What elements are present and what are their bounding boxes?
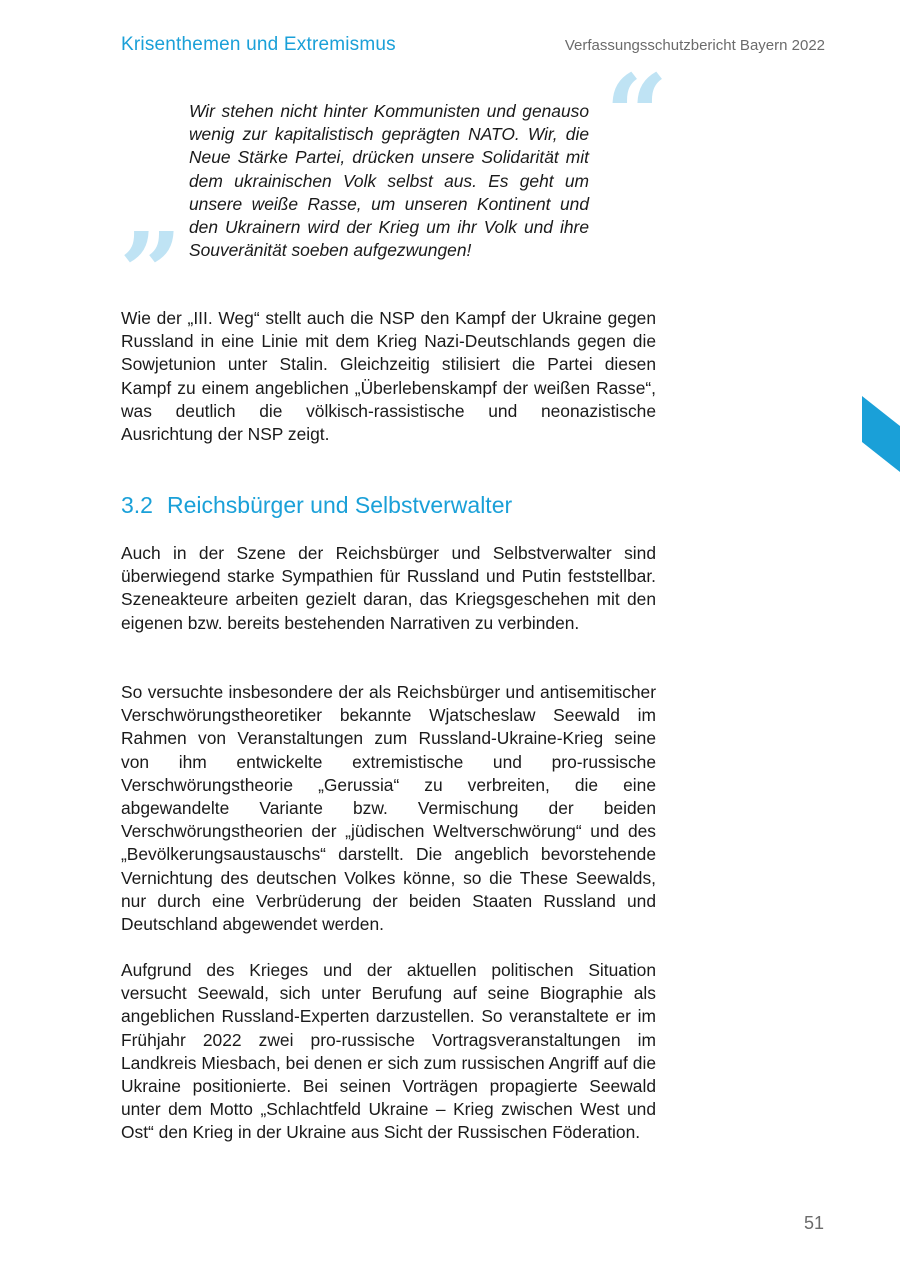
opening-quote-mark: “ <box>605 50 669 179</box>
page-number: 51 <box>803 1213 824 1233</box>
paragraph-reichsbuerger-intro: Auch in der Szene der Reichsbürger und Selbstverwalter sind überwiegend starke Sympathien für Russland und Putin feststellbar. Szeneakteure arbeiten gezielt daran, das Kriegsgeschehen mit den eigenen bzw. bereits bestehenden Narrativen zu verbinden. <box>121 543 656 633</box>
section-heading <box>121 492 512 519</box>
paragraph-seewald-gerussia: So versuchte insbesondere der als Reichsbürger und antisemitischer Verschwörungstheoretiker bekannte Wjatscheslaw Seewald im Rahmen von Veranstaltungen zum Russland-Ukraine-Krieg seine von ihm entwickelte extremistische und pro-russische Verschwörungstheorie „Gerussia“ zu verbreiten, die eine abgewandelte Variante bzw. Vermischung der beiden Verschwörungstheorien der „jüdischen Weltverschwörung“ und des „Bevölkerungsaustauschs“ darstellt. Die angeblich bevorstehende Vernichtung des deutschen Volkes könne, so die These Seewalds, nur durch eine Verbrüderung der beiden Staaten Russland und Deutschland abgewendet werden. <box>121 682 656 935</box>
section-title: Reichsbürger und Selbstverwalter <box>166 492 513 518</box>
chapter-tab-marker <box>862 396 900 472</box>
paragraph-seewald-events: Aufgrund des Krieges und der aktuellen politischen Situation versucht Seewald, sich unter Berufung auf seine Biographie als angeblichen Russland-Experten darzustellen. So veranstaltete er im Frühjahr 2022 zwei pro-russische Vortragsveranstaltungen im Landkreis Miesbach, bei denen er sich zum russischen Angriff auf die Ukraine positionierte. Bei seinen Vorträgen propagierte Seewald unter dem Motto „Schlachtfeld Ukraine – Krieg zwischen West und Ost“ den Krieg in der Ukraine aus Sicht der Russischen Föderation. <box>121 960 656 1143</box>
running-header-publication: Verfassungsschutzbericht Bayern 2022 <box>564 37 825 54</box>
running-header-section: Krisenthemen und Extremismus <box>121 34 396 55</box>
block-quote: Wir stehen nicht hinter Kommunisten und genauso wenig zur kapitalistisch geprägten NATO. Wir, die Neue Stärke Partei, drücken unsere Solidarität mit dem ukrainischen Volk selbst aus. Es geht um unsere weiße Rasse, um unseren Kontinent und den Ukrainern wird der Krieg um ihr Volk und ihre Souveränität soeben aufgezwungen! <box>189 101 589 261</box>
paragraph-nsp: Wie der „III. Weg“ stellt auch die NSP den Kampf der Ukraine gegen Russland in eine Linie mit dem Krieg Nazi-Deutschlands gegen die Sowjetunion unter Stalin. Gleichzeitig stilisiert die Partei diesen Kampf zu einem angeblichen „Überlebenskampf der weißen Rasse“, was deutlich die völkisch-rassistische und neonazistische Ausrichtung der NSP zeigt. <box>121 308 656 445</box>
section-number: 3.2 <box>121 492 153 518</box>
closing-quote-mark: ” <box>119 208 183 337</box>
